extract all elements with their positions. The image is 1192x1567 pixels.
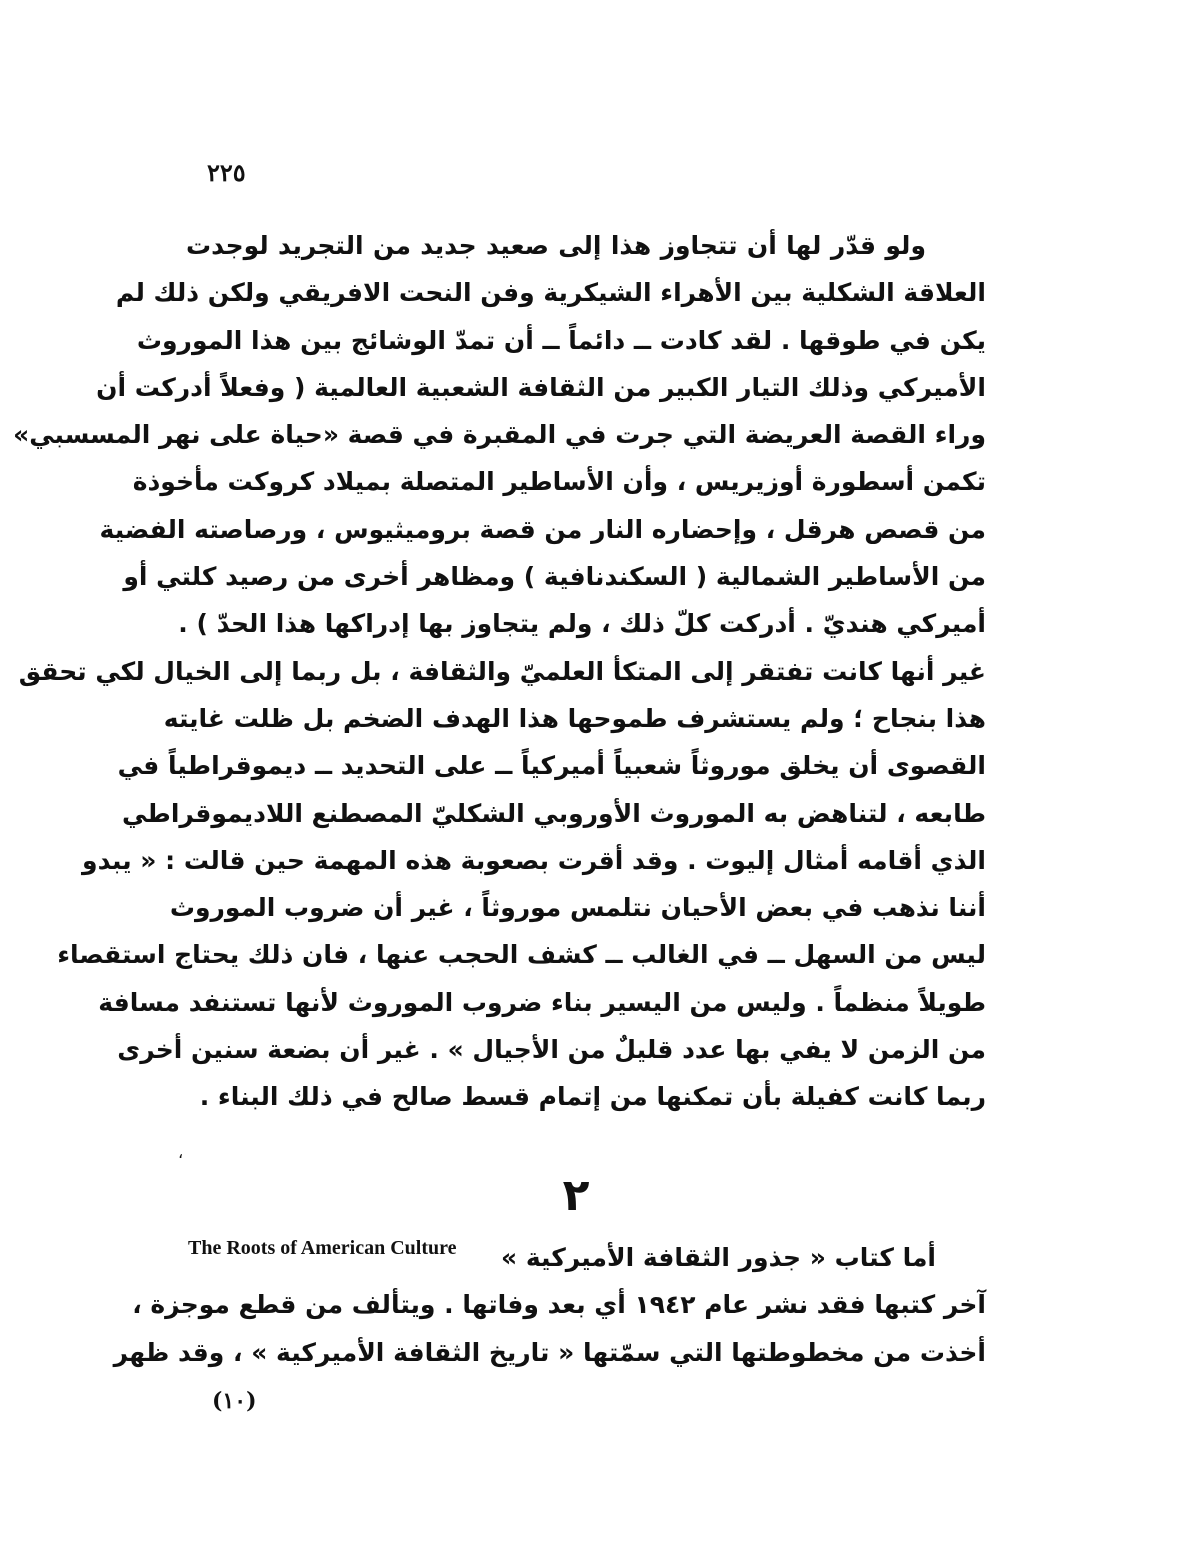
text-line: طابعه ، لتناهض به الموروث الأوروبي الشكليّ المصطنع اللاديموقراطي [121, 798, 986, 828]
text-line: طويلاً منظماً . وليس من اليسير بناء ضروب الموروث لأنها تستنفد مسافة [98, 987, 986, 1017]
text-line: أخذت من مخطوطتها التي سمّتها « تاريخ الثقافة الأميركية » ، وقد ظهر [113, 1337, 986, 1367]
text-line: هذا بنجاح ؛ ولم يستشرف طموحها هذا الهدف الضخم بل ظلت غايته [163, 703, 986, 733]
text-line: من قصص هرقل ، وإحضاره النار من قصة بروميثيوس ، ورصاصته الفضية [99, 514, 986, 544]
english-book-title: The Roots of American Culture [188, 1237, 457, 1259]
text-line: أما كتاب « جذور الثقافة الأميركية » [501, 1243, 936, 1272]
text-line: الذي أقامه أمثال إليوت . وقد أقرت بصعوبة هذه المهمة حين قالت : « يبدو [82, 845, 986, 875]
text-line: ربما كانت كفيلة بأن تمكنها من إتمام قسط صالح في ذلك البناء . [199, 1082, 986, 1112]
text-line: أميركي هنديّ . أدركت كلّ ذلك ، ولم يتجاوز بها إدراكها هذا الحدّ ) . [178, 609, 986, 639]
text-line: آخر كتبها فقد نشر عام ١٩٤٢ أي بعد وفاتها . ويتألف من قطع موجزة ، [132, 1290, 986, 1320]
text-line: يكن في طوقها . لقد كادت ــ دائماً ــ أن تمدّ الوشائج بين هذا الموروث [136, 325, 986, 355]
text-line: القصوى أن يخلق موروثاً شعبياً أميركياً ــ على التحديد ــ ديموقراطياً في [117, 751, 986, 781]
text-line: العلاقة الشكلية بين الأهراء الشيكرية وفن النحت الافريقي ولكن ذلك لم [115, 278, 986, 308]
footer-signature-mark: (١٠) [212, 1388, 257, 1414]
text-line: أننا نذهب في بعض الأحيان نتلمس موروثاً ، غير أن ضروب الموروث [169, 893, 986, 923]
text-line: ولو قدّر لها أن تتجاوز هذا إلى صعيد جديد من التجريد لوجدت [186, 231, 926, 260]
text-line: الأميركي وذلك التيار الكبير من الثقافة الشعبية العالمية ( وفعلاً أدركت أن [96, 372, 986, 402]
text-line: وراء القصة العريضة التي جرت في المقبرة في قصة «حياة على نهر المسسبي» [13, 420, 986, 450]
text-line: من الزمن لا يفي بها عدد قليلٌ من الأجيال » . غير أن بضعة سنين أخرى [117, 1035, 986, 1065]
stray-mark: ، [178, 1143, 184, 1162]
text-line: تكمن أسطورة أوزيريس ، وأن الأساطير المتصلة بميلاد كروكت مأخوذة [132, 467, 986, 497]
paragraph-1 [13, 222, 986, 1121]
section-number: ٢ [562, 1170, 590, 1221]
text-line: ليس من السهل ــ في الغالب ــ كشف الحجب عنها ، فان ذلك يحتاج استقصاء [57, 940, 986, 970]
page-number: ٢٢٥ [207, 158, 246, 187]
text-line: غير أنها كانت تفتقر إلى المتكأ العلميّ والثقافة ، بل ربما إلى الخيال لكي تحقق [18, 656, 986, 686]
text-line: من الأساطير الشمالية ( السكندنافية ) ومظاهر أخرى من رصيد كلتي أو [123, 562, 986, 592]
